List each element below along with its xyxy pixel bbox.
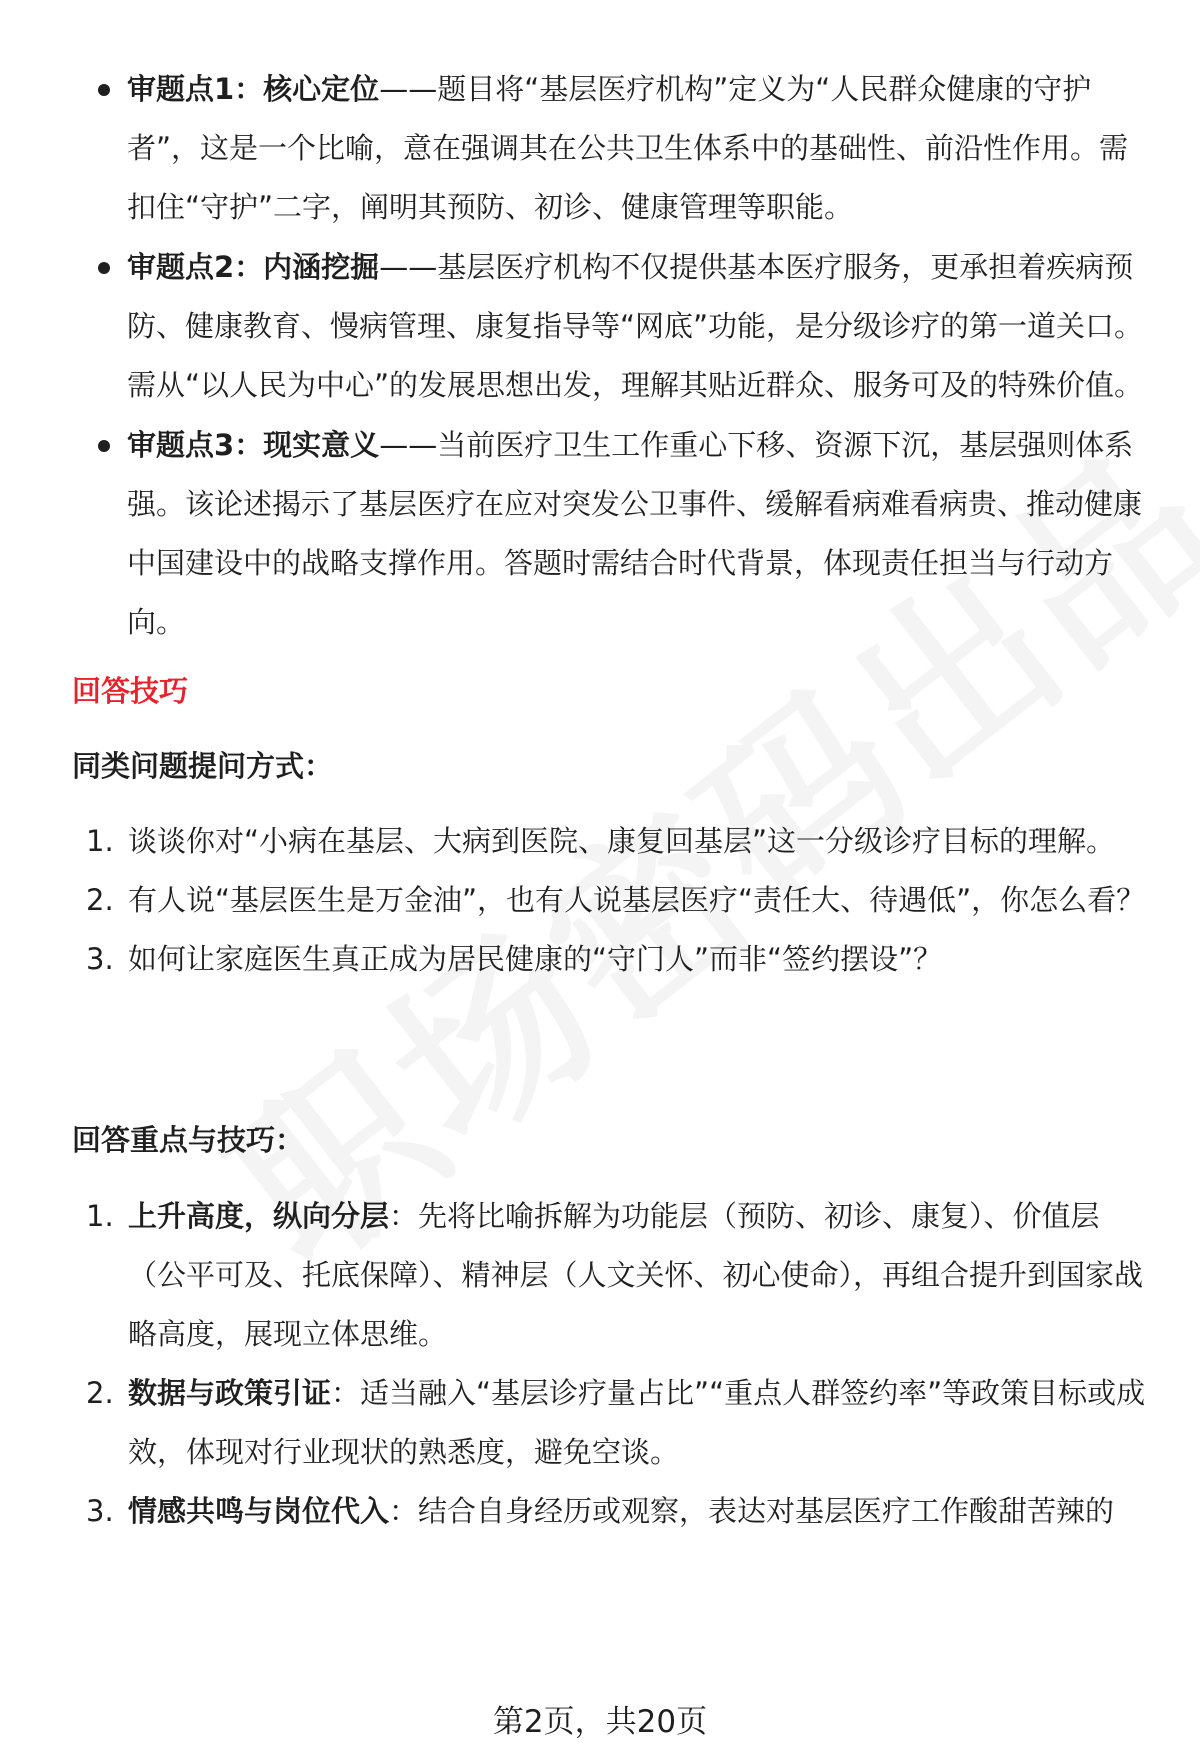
key-point-label: 审题点2：内涵挖掘 (127, 250, 380, 284)
list-number: 3. (86, 1494, 114, 1528)
question-item (72, 871, 1152, 930)
answer-label: 数据与政策引证 (128, 1376, 332, 1410)
bullet-dot-icon (98, 84, 110, 96)
key-point-item (95, 416, 1145, 652)
answer-text: ：结合自身经历或观察，表达对基层医疗工作酸甜苦辣的 (389, 1494, 1115, 1528)
similar-questions-heading: 同类问题提问方式： (72, 749, 334, 783)
key-answers-heading: 回答重点与技巧： (72, 1123, 305, 1157)
answer-tips-heading: 回答技巧 (72, 674, 189, 708)
answer-text: ：适当融入“基层诊疗量占比”“重点人群签约率”等政策目标或成效，体现对行业现状的熟悉度，避免空谈。 (128, 1376, 1146, 1469)
key-points-list (95, 60, 1145, 653)
question-text: 谈谈你对“小病在基层、大病到医院、康复回基层”这一分级诊疗目标的理解。 (128, 824, 1116, 858)
list-number: 3. (86, 942, 114, 976)
question-item (72, 812, 1152, 871)
answer-label: 上升高度，纵向分层 (128, 1199, 390, 1233)
list-number: 1. (86, 1199, 114, 1233)
similar-questions-list (72, 812, 1152, 989)
list-number: 2. (86, 1376, 114, 1410)
answer-item (72, 1482, 1152, 1541)
question-text: 有人说“基层医生是万金油”，也有人说基层医疗“责任大、待遇低”，你怎么看？ (128, 883, 1146, 917)
key-point-label: 审题点1：核心定位 (127, 72, 380, 106)
answer-text: ：先将比喻拆解为功能层（预防、初诊、康复）、价值层（公平可及、托底保障）、精神层（人文关怀、初心使命），再组合提升到国家战略高度，展现立体思维。 (128, 1199, 1144, 1351)
key-point-item (95, 60, 1145, 237)
key-point-text: ——基层医疗机构不仅提供基本医疗服务，更承担着疾病预防、健康教育、慢病管理、康复指导等“网底”功能，是分级诊疗的第一道关口。需从“以人民为中心”的发展思想出发，理解其贴近群众、服务可及的特殊价值。 (127, 250, 1144, 402)
answer-label: 情感共鸣与岗位代入 (128, 1494, 390, 1528)
page-number-footer: 第2页，共20页 (492, 1704, 708, 1740)
key-point-text: ——当前医疗卫生工作重心下移、资源下沉，基层强则体系强。该论述揭示了基层医疗在应对突发公卫事件、缓解看病难看病贵、推动健康中国建设中的战略支撑作用。答题时需结合时代背景，体现责任担当与行动方向。 (127, 428, 1143, 639)
key-answers-list (72, 1187, 1152, 1541)
question-item (72, 930, 1152, 989)
answer-item (72, 1364, 1152, 1482)
list-number: 1. (86, 824, 114, 858)
key-point-text: ——题目将“基层医疗机构”定义为“人民群众健康的守护者”，这是一个比喻，意在强调其在公共卫生体系中的基础性、前沿性作用。需扣住“守护”二字，阐明其预防、初诊、健康管理等职能。 (127, 72, 1129, 224)
list-number: 2. (86, 883, 114, 917)
question-text: 如何让家庭医生真正成为居民健康的“守门人”而非“签约摆设”？ (128, 942, 943, 976)
answer-item (72, 1187, 1152, 1364)
key-point-label: 审题点3：现实意义 (127, 428, 380, 462)
key-point-item (95, 238, 1145, 415)
bullet-dot-icon (98, 440, 110, 452)
bullet-dot-icon (98, 262, 110, 274)
